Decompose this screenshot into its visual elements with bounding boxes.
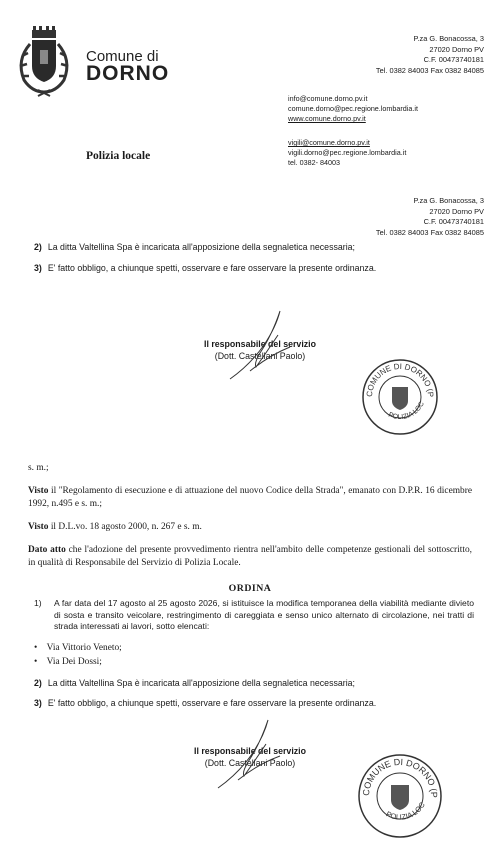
body-visto-1: Visto il "Regolamento di esecuzione e di attuazione del nuovo Codice della Strada", emanato con D.P.R. 16 dicembre 1992, n.495 e s. m.; [28,486,472,509]
office-title: Polizia locale [86,150,151,162]
contact-block-vigili [288,138,406,169]
top-item-3: 3) E' fatto obbligo, a chiunque spetti, osservare e fare osservare la presente ordinanza. [34,263,377,273]
website-link[interactable]: www.comune.dorno.pv.it [288,114,366,124]
header-address: P.za G. Bonacossa, 3 27020 Dorno PV C.F. 00473740181 Tel. 0382 84003 Fax 0382 84085 [375,34,484,75]
bottom-item-2: 2) La ditta Valtellina Spa è incaricata all'apposizione della segnaletica necessaria; [34,678,355,688]
body-visto-2: Visto il D.L.vo. 18 agosto 2000, n. 267 e s. m. [28,522,202,532]
pec-link[interactable]: comune.dorno@pec.regione.lombardia.it [288,104,418,114]
svg-text:POLIZIA LOCALE: POLIZIA LOC [384,800,427,822]
official-stamp-2 [356,752,444,845]
top-item-2: 2) La ditta Valtellina Spa è incaricata all'apposizione della segnaletica necessaria; [34,242,355,252]
body-dato-atto: Dato atto che l'adozione del presente provvedimento rientra nell'ambito delle competenze gestionali del sottoscritto, in qualità di Responsabile del Servizio di Polizia Locale. [28,545,472,568]
signature-block-1: Il responsabile del servizio (Dott. Castellani Paolo) [204,339,316,361]
coat-of-arms-logo [12,26,76,98]
vigili-email-link[interactable]: vigili@comune.dorno.pv.it [288,138,370,147]
signature-block-2: Il responsabile del servizio (Dott. Castellani Paolo) [194,746,306,768]
ordina-item-1: 1) A far data del 17 agosto al 25 agosto 2026, si istituisce la modifica temporanea della viabilità mediante divieto di sosta e transito veicolare, restringimento di careggiata e senso unico alternato di circolazione, nei tratti di strada interessati ai lavori, sotto elencati: [34,598,474,632]
vigili-phone: tel. 0382- 84003 [288,158,340,168]
contact-block-comune [288,94,418,125]
bottom-item-3: 3) E' fatto obbligo, a chiunque spetti, osservare e fare osservare la presente ordinanza. [34,698,377,708]
body-sm: s. m.; [28,463,49,473]
vigili-pec-link[interactable]: vigili.dorno@pec.regione.lombardia.it [288,148,407,158]
handwritten-signature-1 [220,305,300,390]
email-link[interactable]: info@comune.dorno.pv.it [288,94,368,103]
street-list [34,642,122,669]
address-block-2: P.za G. Bonacossa, 3 27020 Dorno PV C.F. 00473740181 Tel. 0382 84003 Fax 0382 84085 [375,196,484,237]
street-item: • Via Dei Dossi; [34,656,102,667]
ordina-heading: ORDINA [228,583,272,594]
svg-text:POLIZIA LOCALE: POLIZIA LOC [387,400,426,422]
svg-text:COMUNE DI DORNO (PV): COMUNE DI DORNO (P [360,756,440,799]
svg-text:COMUNE DI DORNO (PV): COMUNE DI DORNO (P [364,361,436,398]
handwritten-signature-2 [210,712,290,797]
street-item: • Via Vittorio Veneto; [34,643,122,653]
official-stamp-1 [360,357,440,442]
municipality-name: Comune di DORNO [86,48,170,85]
